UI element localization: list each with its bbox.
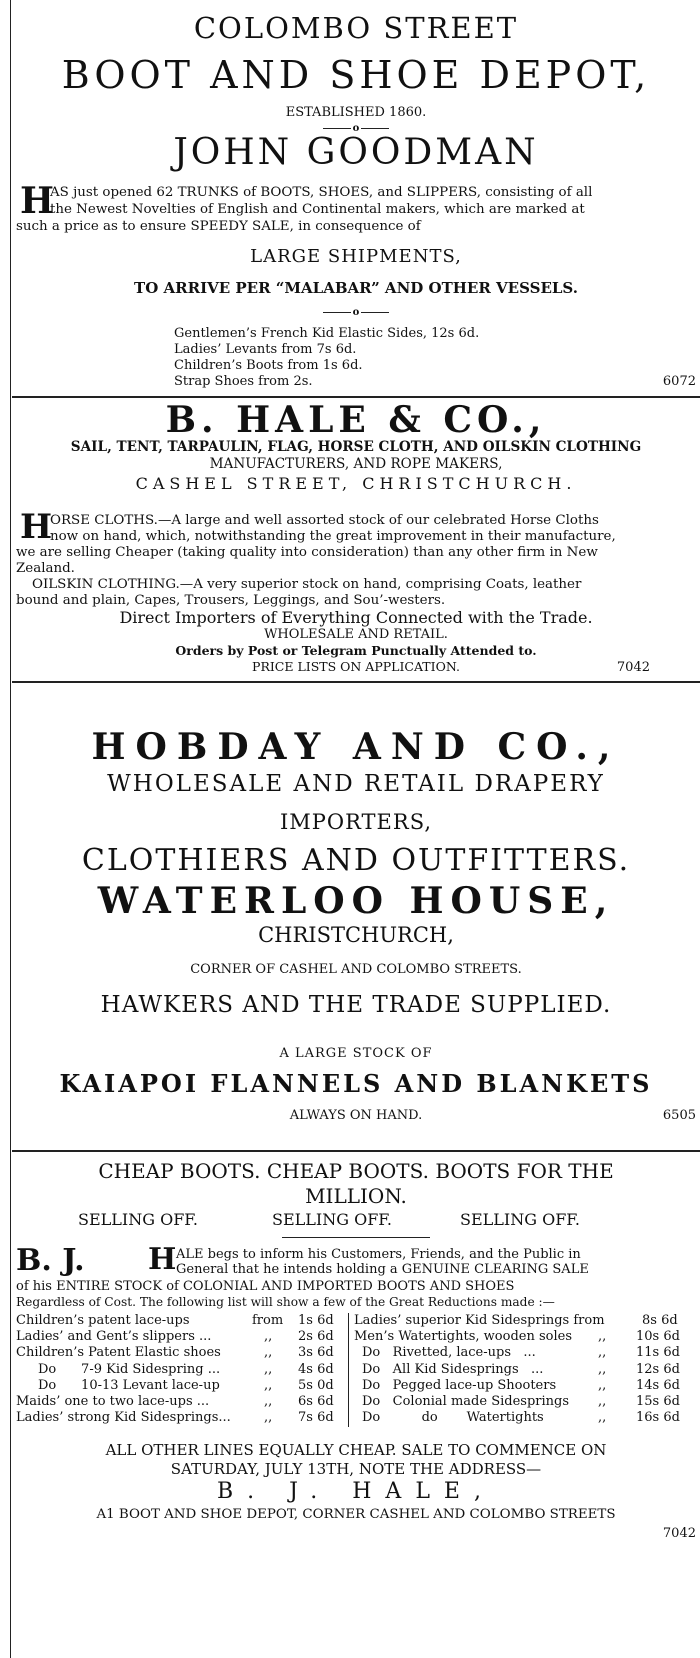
ad3-corner: CORNER OF CASHEL AND COLOMBO STREETS.	[190, 962, 522, 977]
ad4-selling-off-2: SELLING OFF.	[272, 1210, 392, 1229]
list-item: Do Colonial made Sidesprings ,, 15s 6d	[362, 1393, 680, 1409]
ad1-dropcap: H	[20, 180, 55, 222]
ad2-ref-number: 7042	[616, 660, 650, 675]
ad4-ref-number: 7042	[662, 1526, 696, 1541]
ad2-body-line6: bound and plain, Capes, Trousers, Leggings, and Sou’-westers.	[16, 593, 446, 608]
list-item: Do All Kid Sidesprings ... ,, 12s 6d	[362, 1361, 680, 1377]
ad2-price-lists: PRICE LISTS ON APPLICATION.	[252, 659, 460, 674]
ad1-bottom-rule	[12, 396, 700, 398]
newspaper-advertisements-column	[12, 0, 700, 1658]
list-item: Do 10-13 Levant lace-up ,, 5s 0d	[38, 1377, 334, 1393]
ad2-body-line4: Zealand.	[16, 561, 75, 576]
ad2-wholesale: WHOLESALE AND RETAIL.	[264, 627, 448, 642]
ad3-wholesale-drapery: WHOLESALE AND RETAIL DRAPERY	[107, 771, 605, 797]
list-item: Do 7-9 Kid Sidespring ... ,, 4s 6d	[38, 1361, 334, 1377]
ad2-body-line2: now on hand, which, notwithstanding the great improvement in their manufacture,	[50, 529, 616, 544]
ad1-ref-number: 6072	[662, 374, 696, 389]
ad1-ornament: o	[12, 124, 700, 134]
ad4-short-rule	[282, 1237, 430, 1238]
list-item: Do do Watertights ,, 16s 6d	[362, 1410, 680, 1426]
ad3-kaiapoi: KAIAPOI FLANNELS AND BLANKETS	[59, 1069, 653, 1098]
ad4-selling-off-1: SELLING OFF.	[78, 1210, 198, 1229]
ad4-heading-line2: MILLION.	[305, 1184, 407, 1208]
ad4-footer-line2: SATURDAY, JULY 13TH, NOTE THE ADDRESS—	[170, 1460, 542, 1478]
list-item: Men’s Watertights, wooden soles ,, 10s 6d	[354, 1329, 680, 1345]
ad4-initials: B. J.	[16, 1243, 85, 1278]
ad4-selling-off-3: SELLING OFF.	[460, 1210, 580, 1229]
ad2-body-line3: we are selling Cheaper (taking quality into consideration) than any other firm in New	[16, 545, 598, 560]
ad1-established: ESTABLISHED 1860.	[285, 105, 427, 120]
ad4-address: A1 BOOT AND SHOE DEPOT, CORNER CASHEL AND COLOMBO STREETS	[96, 1507, 616, 1522]
ad2-body-line1: ORSE CLOTHS.—A large and well assorted stock of our celebrated Horse Cloths	[50, 513, 599, 528]
ad2-direct-importers: Direct Importers of Everything Connected with the Trade.	[119, 608, 593, 627]
ad3-ref-number: 6505	[662, 1108, 696, 1123]
ad2-orders: Orders by Post or Telegram Punctually Attended to.	[175, 643, 537, 658]
ad2-address: CASHEL STREET, CHRISTCHURCH.	[135, 474, 577, 493]
list-item: Ladies’ and Gent’s slippers ... ,, 2s 6d	[16, 1329, 334, 1345]
ad4-hale-name: B. J. HALE,	[217, 1479, 495, 1504]
ad4-body-line3: of his ENTIRE STOCK of COLONIAL AND IMPORTED BOOTS AND SHOES	[16, 1279, 515, 1294]
ad3-bottom-rule	[12, 1150, 700, 1152]
ad3-large-stock: A LARGE STOCK OF	[279, 1046, 433, 1061]
ad3-hawkers: HAWKERS AND THE TRADE SUPPLIED.	[100, 992, 612, 1018]
ad4-footer-line1: ALL OTHER LINES EQUALLY CHEAP. SALE TO COMMENCE ON	[105, 1441, 607, 1459]
ad4-price-list-divider	[348, 1313, 349, 1427]
ad4-dropcap: H	[148, 1242, 177, 1277]
ad1-body-line1: AS just opened 62 TRUNKS of BOOTS, SHOES, and SLIPPERS, consisting of all	[50, 185, 593, 200]
ad4-heading-line1: CHEAP BOOTS. CHEAP BOOTS. BOOTS FOR THE	[98, 1159, 614, 1183]
ad1-item-1: Gentlemen’s French Kid Elastic Sides, 12s 6d.	[174, 326, 480, 341]
list-item: Do Rivetted, lace-ups ... ,, 11s 6d	[362, 1345, 680, 1361]
ad1-body-line2: the Newest Novelties of English and Continental makers, which are marked at	[50, 202, 585, 217]
ad4-price-list-left	[16, 1313, 346, 1426]
ad1-item-3: Children’s Boots from 1s 6d.	[174, 358, 363, 373]
ad2-dropcap: H	[20, 507, 53, 547]
ad4-body-line1: ALE begs to inform his Customers, Friends, and the Public in	[176, 1247, 581, 1262]
ad2-trade-line2: MANUFACTURERS, AND ROPE MAKERS,	[209, 456, 503, 472]
ad2-body-line5: OILSKIN CLOTHING.—A very superior stock on hand, comprising Coats, leather	[32, 577, 582, 592]
ad3-importers: IMPORTERS,	[279, 810, 433, 834]
ad1-body-line3: such a price as to ensure SPEEDY SALE, in consequence of	[16, 219, 421, 234]
ad4-price-list-right	[354, 1313, 696, 1426]
ad3-christchurch: CHRISTCHURCH,	[258, 923, 454, 947]
ad1-item-4: Strap Shoes from 2s.	[174, 374, 313, 389]
list-item: Ladies’ superior Kid Sidesprings from 8s 6d	[354, 1313, 678, 1328]
ad1-heading-line2: BOOT AND SHOE DEPOT,	[61, 53, 651, 97]
list-item: Do Pegged lace-up Shooters ,, 14s 6d	[362, 1377, 680, 1393]
ad1-heading-line1: COLOMBO STREET	[193, 11, 519, 45]
ad3-waterloo-house: WATERLOO HOUSE,	[97, 880, 615, 922]
ad2-trade-line1: SAIL, TENT, TARPAULIN, FLAG, HORSE CLOTH, AND OILSKIN CLOTHING	[70, 439, 642, 455]
ad1-arrive-line: TO ARRIVE PER “MALABAR” AND OTHER VESSELS.	[134, 279, 578, 297]
list-item: Children’s Patent Elastic shoes ,, 3s 6d	[16, 1345, 334, 1361]
list-item: Children’s patent lace-ups from 1s 6d	[16, 1313, 334, 1328]
ad3-clothiers: CLOTHIERS AND OUTFITTERS.	[81, 843, 631, 878]
ad1-large-shipments: LARGE SHIPMENTS,	[250, 246, 462, 267]
ad3-firm-name: HOBDAY AND CO.,	[91, 726, 621, 768]
ad3-always-on-hand: ALWAYS ON HAND.	[289, 1108, 423, 1123]
ad4-body-line4: Regardless of Cost. The following list will show a few of the Great Reductions made :—	[16, 1295, 555, 1309]
column-rule-left	[10, 0, 11, 1658]
ad1-item-2: Ladies’ Levants from 7s 6d.	[174, 342, 357, 357]
ad1-ornament-2: o	[12, 308, 700, 318]
list-item: Maids’ one to two lace-ups ... ,, 6s 6d	[16, 1393, 334, 1409]
ad1-owner-name: JOHN GOODMAN	[173, 132, 539, 173]
list-item: Ladies’ strong Kid Sidesprings... ,, 7s 6d	[16, 1410, 334, 1426]
ad2-firm-name: B. HALE & CO.,	[165, 399, 547, 441]
ad4-body-line2: General that he intends holding a GENUINE CLEARING SALE	[176, 1262, 589, 1277]
ad2-bottom-rule	[12, 681, 700, 683]
